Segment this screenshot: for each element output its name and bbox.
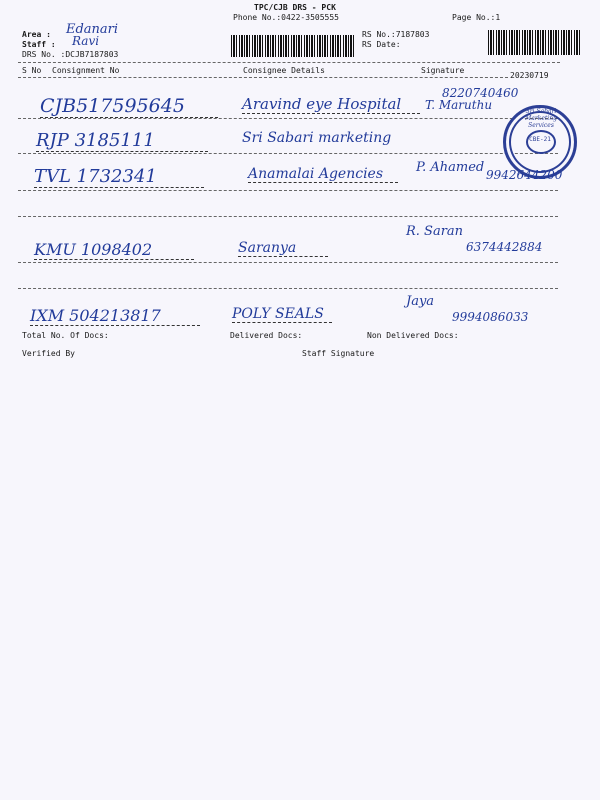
drs-number: DRS No. :DCJB7187803 bbox=[22, 50, 119, 59]
row-3-consignment: TVL 1732341 bbox=[34, 166, 204, 188]
row-5-consignment: IXM 504213817 bbox=[30, 306, 200, 326]
row-3-phone: 9942644200 bbox=[486, 168, 563, 182]
row-1-consignment: CJB517595645 bbox=[40, 95, 218, 118]
verified-by: Verified By bbox=[22, 349, 75, 358]
barcode-right bbox=[488, 30, 580, 55]
non-delivered-docs: Non Delivered Docs: bbox=[367, 331, 459, 340]
row-3-subdivider bbox=[18, 216, 558, 217]
list-date: 20230719 bbox=[510, 71, 549, 80]
area-value: Edanari bbox=[66, 22, 119, 37]
row-2-consignee: Sri Sabari marketing bbox=[242, 130, 392, 146]
row-5-phone: 9994086033 bbox=[452, 310, 529, 324]
col-consignee: Consignee Details bbox=[243, 66, 325, 75]
row-4-signature: R. Saran bbox=[406, 224, 464, 239]
delivered-docs: Delivered Docs: bbox=[230, 331, 303, 340]
columns-divider bbox=[18, 77, 508, 78]
staff-value: Ravi bbox=[72, 34, 100, 48]
row-1-consignee: Aravind eye Hospital bbox=[242, 95, 420, 114]
row-4-divider bbox=[18, 262, 558, 263]
stamp-text: Sri Sabari Marketing Services bbox=[525, 108, 557, 129]
staff-label: Staff : bbox=[22, 40, 56, 49]
rs-date: RS Date: bbox=[362, 40, 401, 49]
row-3-divider bbox=[18, 190, 558, 191]
row-4-consignment: KMU 1098402 bbox=[34, 240, 194, 260]
row-1-phone: 8220740460 bbox=[442, 86, 519, 100]
col-signature: Signature bbox=[421, 66, 465, 75]
area-label: Area : bbox=[22, 30, 51, 39]
rs-number: RS No.:7187803 bbox=[362, 30, 430, 39]
document-title: TPC/CJB DRS - PCK bbox=[254, 3, 336, 12]
phone-number: Phone No.:0422-3505555 bbox=[233, 13, 339, 22]
row-4-consignee: Saranya bbox=[238, 240, 328, 257]
header-divider bbox=[18, 62, 560, 63]
row-3-signature: P. Ahamed bbox=[416, 160, 485, 175]
row-5-signature: Jaya bbox=[406, 294, 435, 309]
stamp-center: CBE-21 bbox=[529, 136, 551, 143]
row-4-phone: 6374442884 bbox=[466, 240, 543, 254]
row-1-signature: T. Maruthu bbox=[425, 98, 493, 112]
barcode-left bbox=[231, 35, 356, 57]
page-number: Page No.:1 bbox=[452, 13, 501, 22]
row-2-consignment: RJP 3185111 bbox=[36, 130, 208, 152]
row-2-divider bbox=[18, 153, 558, 154]
row-3-consignee: Anamalai Agencies bbox=[248, 166, 398, 183]
col-sno: S No bbox=[22, 66, 42, 75]
col-consignment: Consignment No bbox=[52, 66, 120, 75]
staff-signature: Staff Signature bbox=[302, 349, 375, 358]
row-5-consignee: POLY SEALS bbox=[232, 306, 332, 323]
row-4-subdivider bbox=[18, 288, 558, 289]
total-docs: Total No. Of Docs: bbox=[22, 331, 109, 340]
row-1-divider bbox=[18, 118, 558, 119]
